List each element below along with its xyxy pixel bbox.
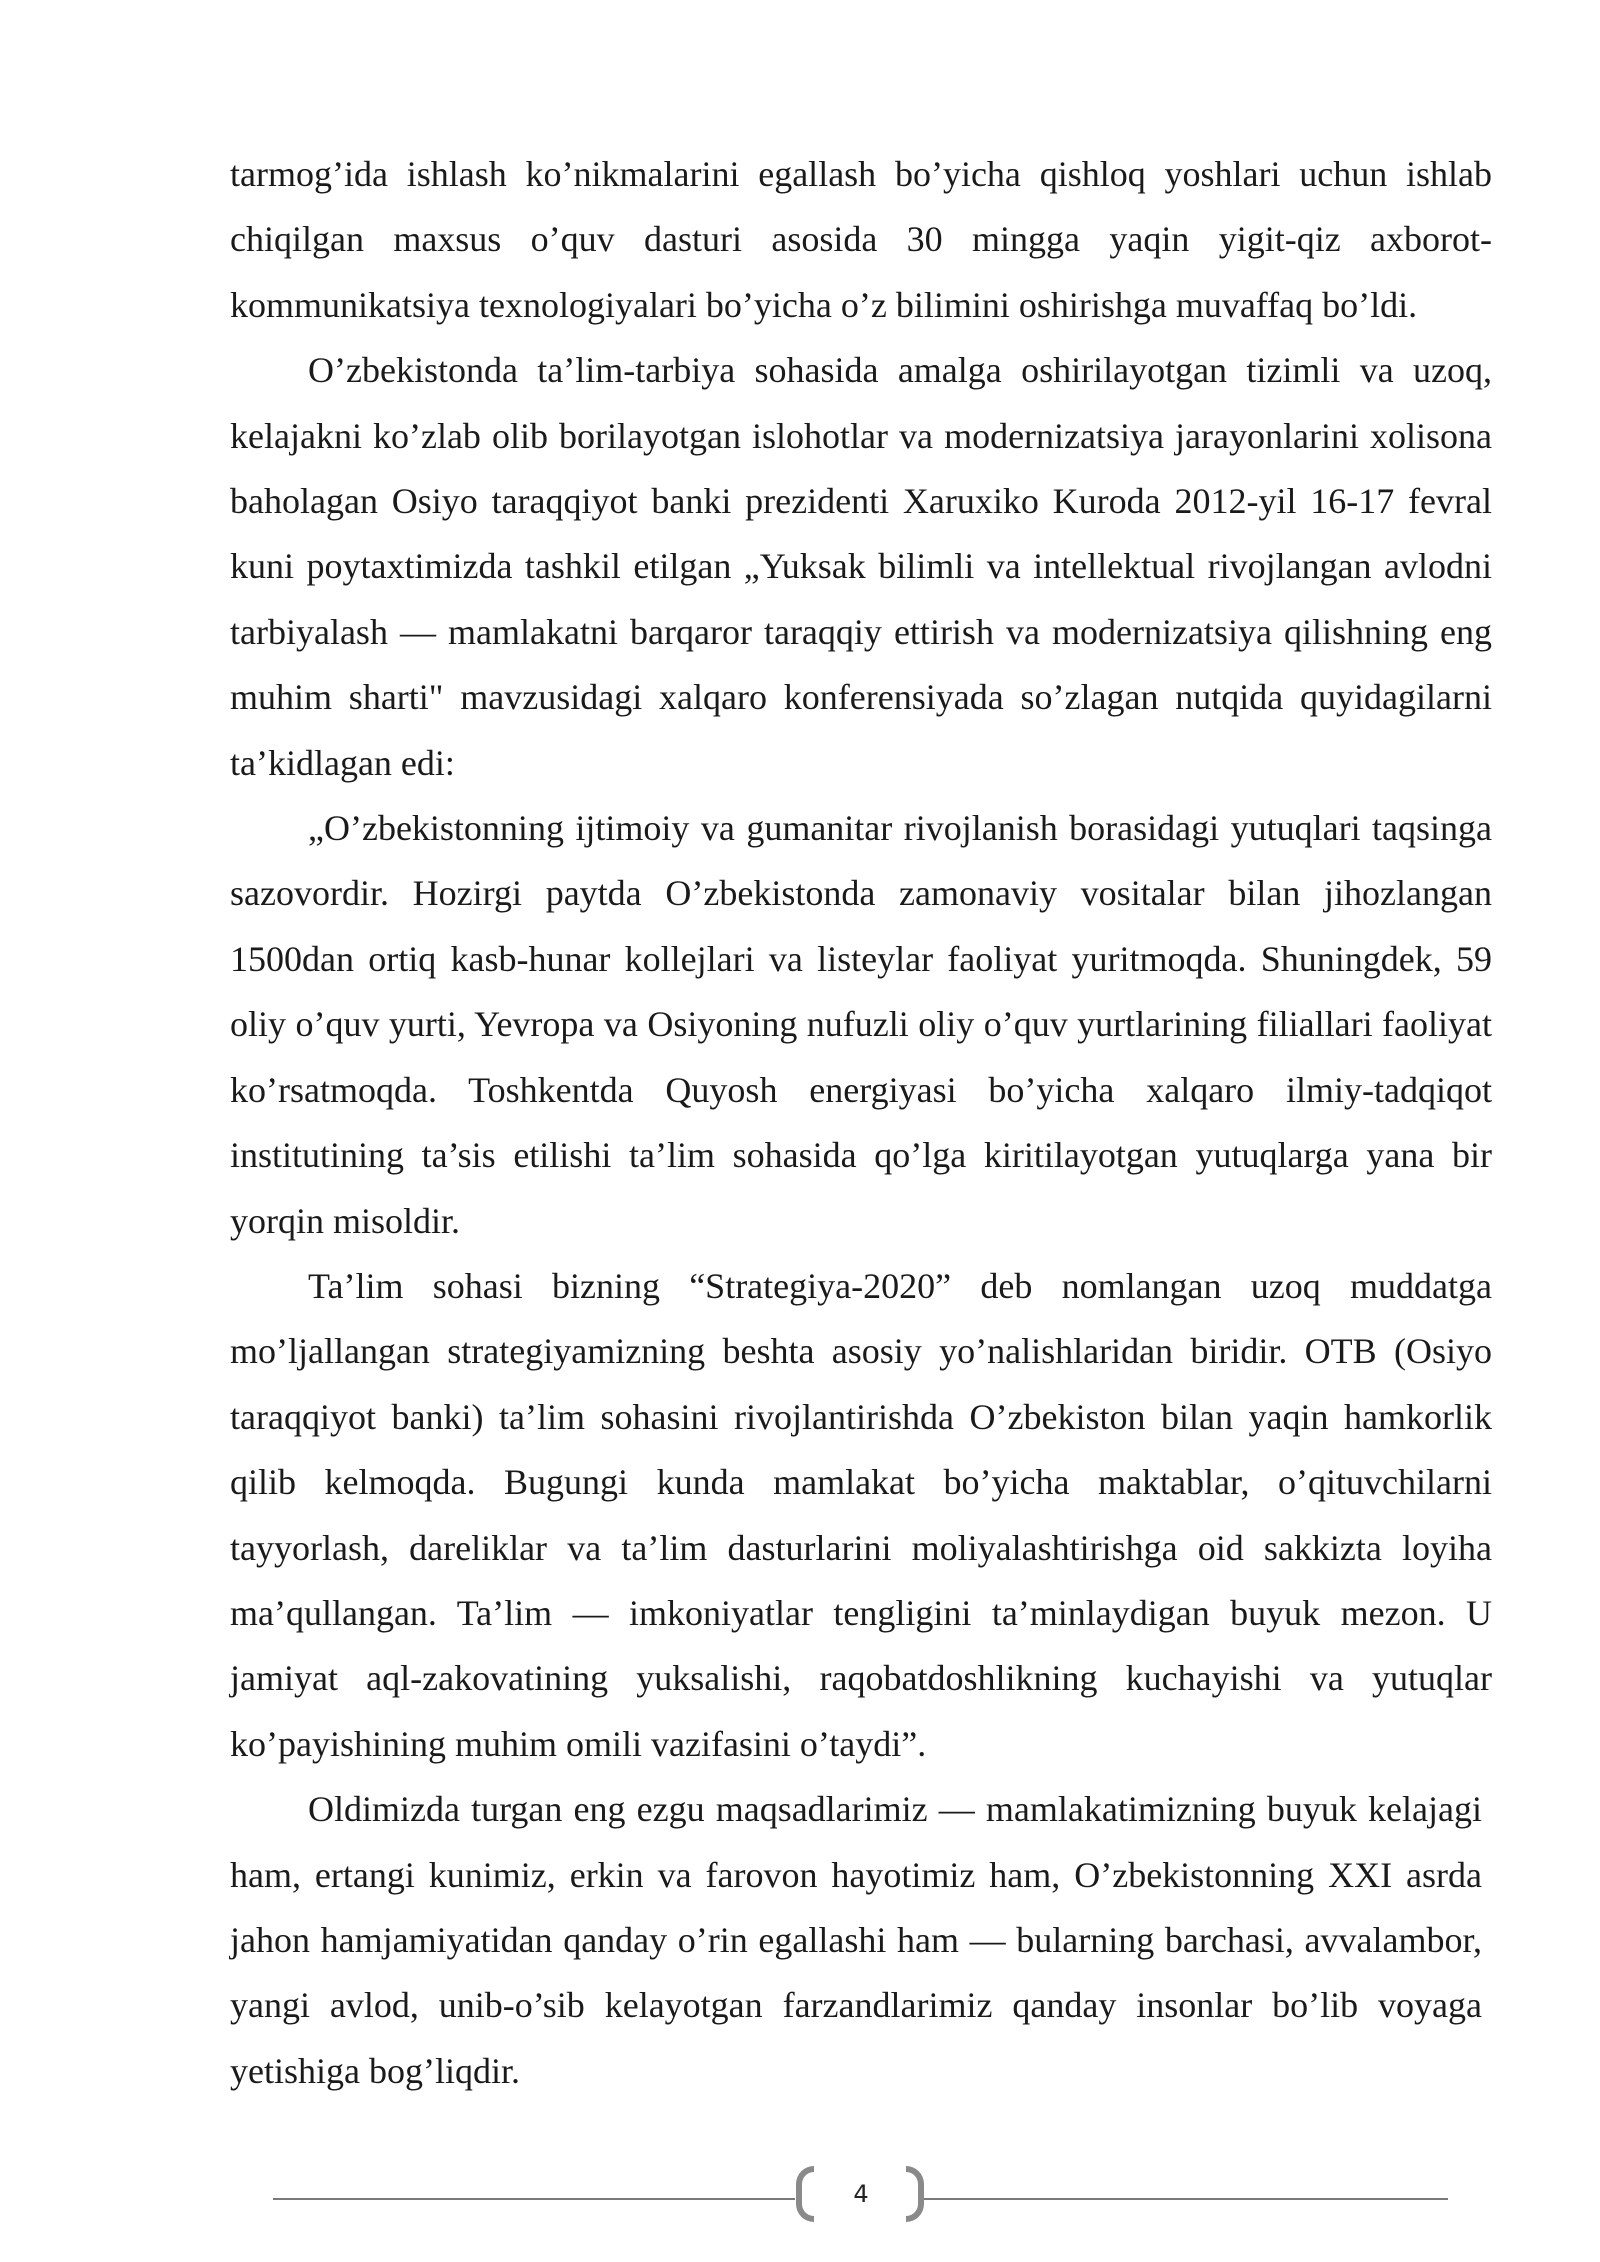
left-bracket-icon [796,2166,814,2222]
footer-rule-right [924,2198,1448,2200]
footer-rule-left [273,2198,795,2200]
paragraph-2: O’zbekistonda ta’lim-tarbiya sohasida amalga oshirilayotgan tizimli va uzoq, kelajakni ko’zlab olib borilayotgan islohotlar va modernizatsiya jarayonlarini xolisona baholagan Osiyo taraqqiyot banki prezidenti Xaruxiko Kuroda 2012-yil 16-17 fevral kuni poytaxtimizda tashkil etilgan „Yuksak bilimli va intellektual rivojlangan avlodni tarbiyalash — mamlakatni barqaror taraqqiy ettirish va modernizatsiya qilishning eng muhim sharti" mavzusidagi xalqaro konferensiyada so’zlagan nutqida quyidagilarni ta’kidlagan edi: [230,350,1492,783]
page-footer [0,2158,1600,2238]
paragraph-4: Ta’lim sohasi bizning “Strategiya-2020” deb nomlangan uzoq muddatga mo’ljallangan strategiyamizning beshta asosiy yo’nalishlaridan biridir. OTB (Osiyo taraqqiyot banki) ta’lim sohasini rivojlantirishda O’zbekiston bilan yaqin hamkorlik qilib kelmoqda. Bugungi kunda mamlakat bo’yicha maktablar, o’qituvchilarni tayyorlash, dareliklar va ta’lim dasturlarini moliyalashtirishga oid sakkizta loyiha ma’qullangan. Ta’lim — imkoniyatlar tengligini ta’minlaydigan buyuk mezon. U jamiyat aql-zakovatining yuksalishi, raqobatdoshlikning kuchayishi va yutuqlar ko’payishining muhim omili vazifasini o’taydi”. [230,1265,1492,1764]
page-body [230,142,1492,2104]
right-bracket-icon [906,2166,924,2222]
page-number: 4 [853,2180,869,2208]
paragraph-3-quote: „O’zbekistonning ijtimoiy va gumanitar rivojlanish borasidagi yutuqlari taqsinga sazovordir. Hozirgi paytda O’zbekistonda zamonaviy vositalar bilan jihozlangan 1500dan ortiq kasb-hunar kollejlari va listeylar faoliyat yuritmoqda. Shuningdek, 59 oliy o’quv yurti, Yevropa va Osiyoning nufuzli oliy o’quv yurtlarining filiallari faoliyat ko’rsatmoqda. Toshkentda Quyosh energiyasi bo’yicha xalqaro ilmiy-tadqiqot institutining ta’sis etilishi ta’lim sohasida qo’lga kiritilayotgan yutuqlarga yana bir yorqin misoldir. [230,808,1492,1241]
paragraph-1: tarmog’ida ishlash ko’nikmalarini egallash bo’yicha qishloq yoshlari uchun ishlab chiqilgan maxsus o’quv dasturi asosida 30 mingga yaqin yigit-qiz axborot-kommunikatsiya texnologiyalari bo’yicha o’z bilimini oshirishga muvaffaq bo’ldi. [230,154,1492,325]
paragraph-5: Oldimizda turgan eng ezgu maqsadlarimiz — mamlakatimizning buyuk kelajagi ham, ertangi kunimiz, erkin va farovon hayotimiz ham, O’zbekistonning XXI asrda jahon hamjamiyatidan qanday o’rin egallashi ham — bularning barchasi, avvalambor, yangi avlod, unib-o’sib kelayotgan farzandlarimiz qanday insonlar bo’lib voyaga yetishiga bog’liqdir. [230,1789,1482,2091]
